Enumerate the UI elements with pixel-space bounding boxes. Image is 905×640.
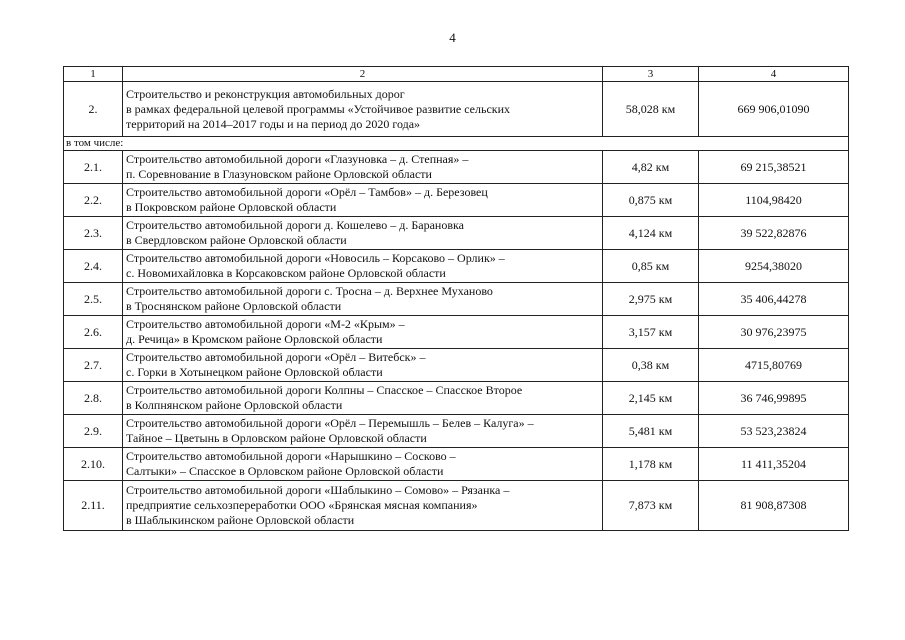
row-number: 2. <box>64 82 123 137</box>
row-description: Строительство автомобильной дороги «Новосиль – Корсаково – Орлик» – с. Новомихайловка в Корсаковском районе Орловской области <box>123 250 603 283</box>
row-length: 0,38 км <box>603 349 699 382</box>
row-length: 7,873 км <box>603 481 699 531</box>
table-row <box>64 481 849 531</box>
table-row <box>64 217 849 250</box>
row-number: 2.3. <box>64 217 123 250</box>
table-row <box>64 184 849 217</box>
row-length: 1,178 км <box>603 448 699 481</box>
row-number: 2.9. <box>64 415 123 448</box>
row-cost: 81 908,87308 <box>699 481 849 531</box>
row-description: Строительство автомобильной дороги «Шаблыкино – Сомово» – Рязанка – предприятие сельхозпереработки ООО «Брянская мясная компания» в Шаблыкинском районе Орловской области <box>123 481 603 531</box>
row-description: Строительство автомобильной дороги «М-2 «Крым» – д. Речица» в Кромском районе Орловской области <box>123 316 603 349</box>
row-length: 58,028 км <box>603 82 699 137</box>
table-row <box>64 382 849 415</box>
row-cost: 11 411,35204 <box>699 448 849 481</box>
table-row <box>64 349 849 382</box>
road-construction-table <box>63 66 849 531</box>
row-number: 2.5. <box>64 283 123 316</box>
table-row <box>64 151 849 184</box>
row-description: Строительство автомобильной дороги «Орёл – Витебск» – с. Горки в Хотынецком районе Орловской области <box>123 349 603 382</box>
table-subheading-row <box>64 137 849 151</box>
row-cost: 69 215,38521 <box>699 151 849 184</box>
row-number: 2.2. <box>64 184 123 217</box>
row-number: 2.6. <box>64 316 123 349</box>
row-number: 2.10. <box>64 448 123 481</box>
table-row <box>64 316 849 349</box>
row-length: 0,85 км <box>603 250 699 283</box>
row-description: Строительство автомобильной дороги «Орёл – Перемышль – Белев – Калуга» – Тайное – Цветынь в Орловском районе Орловской области <box>123 415 603 448</box>
row-length: 5,481 км <box>603 415 699 448</box>
table-row <box>64 448 849 481</box>
row-cost: 669 906,01090 <box>699 82 849 137</box>
row-length: 4,124 км <box>603 217 699 250</box>
row-number: 2.4. <box>64 250 123 283</box>
row-description: Строительство автомобильной дороги «Нарышкино – Сосково – Салтыки» – Спасское в Орловском районе Орловской области <box>123 448 603 481</box>
row-description: Строительство автомобильной дороги Колпны – Спасское – Спасское Второе в Колпнянском районе Орловской области <box>123 382 603 415</box>
row-description: Строительство автомобильной дороги «Орёл – Тамбов» – д. Березовец в Покровском районе Орловской области <box>123 184 603 217</box>
table-row <box>64 415 849 448</box>
header-col-1: 1 <box>64 67 123 82</box>
table-header-row <box>64 67 849 82</box>
row-number: 2.7. <box>64 349 123 382</box>
header-col-4: 4 <box>699 67 849 82</box>
table-row <box>64 283 849 316</box>
header-col-3: 3 <box>603 67 699 82</box>
table-row <box>64 250 849 283</box>
row-number: 2.1. <box>64 151 123 184</box>
row-cost: 36 746,99895 <box>699 382 849 415</box>
row-description: Строительство автомобильной дороги «Глазуновка – д. Степная» – п. Соревнование в Глазуновском районе Орловской области <box>123 151 603 184</box>
row-length: 0,875 км <box>603 184 699 217</box>
page-number: 4 <box>449 30 456 45</box>
row-length: 4,82 км <box>603 151 699 184</box>
row-cost: 53 523,23824 <box>699 415 849 448</box>
row-cost: 30 976,23975 <box>699 316 849 349</box>
row-cost: 39 522,82876 <box>699 217 849 250</box>
subheading-text: в том числе: <box>64 137 849 151</box>
row-description: Строительство автомобильной дороги д. Кошелево – д. Барановка в Свердловском районе Орловской области <box>123 217 603 250</box>
row-number: 2.8. <box>64 382 123 415</box>
row-cost: 1104,98420 <box>699 184 849 217</box>
row-cost: 4715,80769 <box>699 349 849 382</box>
row-length: 2,975 км <box>603 283 699 316</box>
row-cost: 35 406,44278 <box>699 283 849 316</box>
row-cost: 9254,38020 <box>699 250 849 283</box>
header-col-2: 2 <box>123 67 603 82</box>
row-description: Строительство и реконструкция автомобильных дорог в рамках федеральной целевой программы «Устойчивое развитие сельских территорий на 2014–2017 годы и на период до 2020 года» <box>123 82 603 137</box>
row-description: Строительство автомобильной дороги с. Тросна – д. Верхнее Муханово в Троснянском районе Орловской области <box>123 283 603 316</box>
row-number: 2.11. <box>64 481 123 531</box>
row-length: 3,157 км <box>603 316 699 349</box>
row-length: 2,145 км <box>603 382 699 415</box>
table-row-main <box>64 82 849 137</box>
